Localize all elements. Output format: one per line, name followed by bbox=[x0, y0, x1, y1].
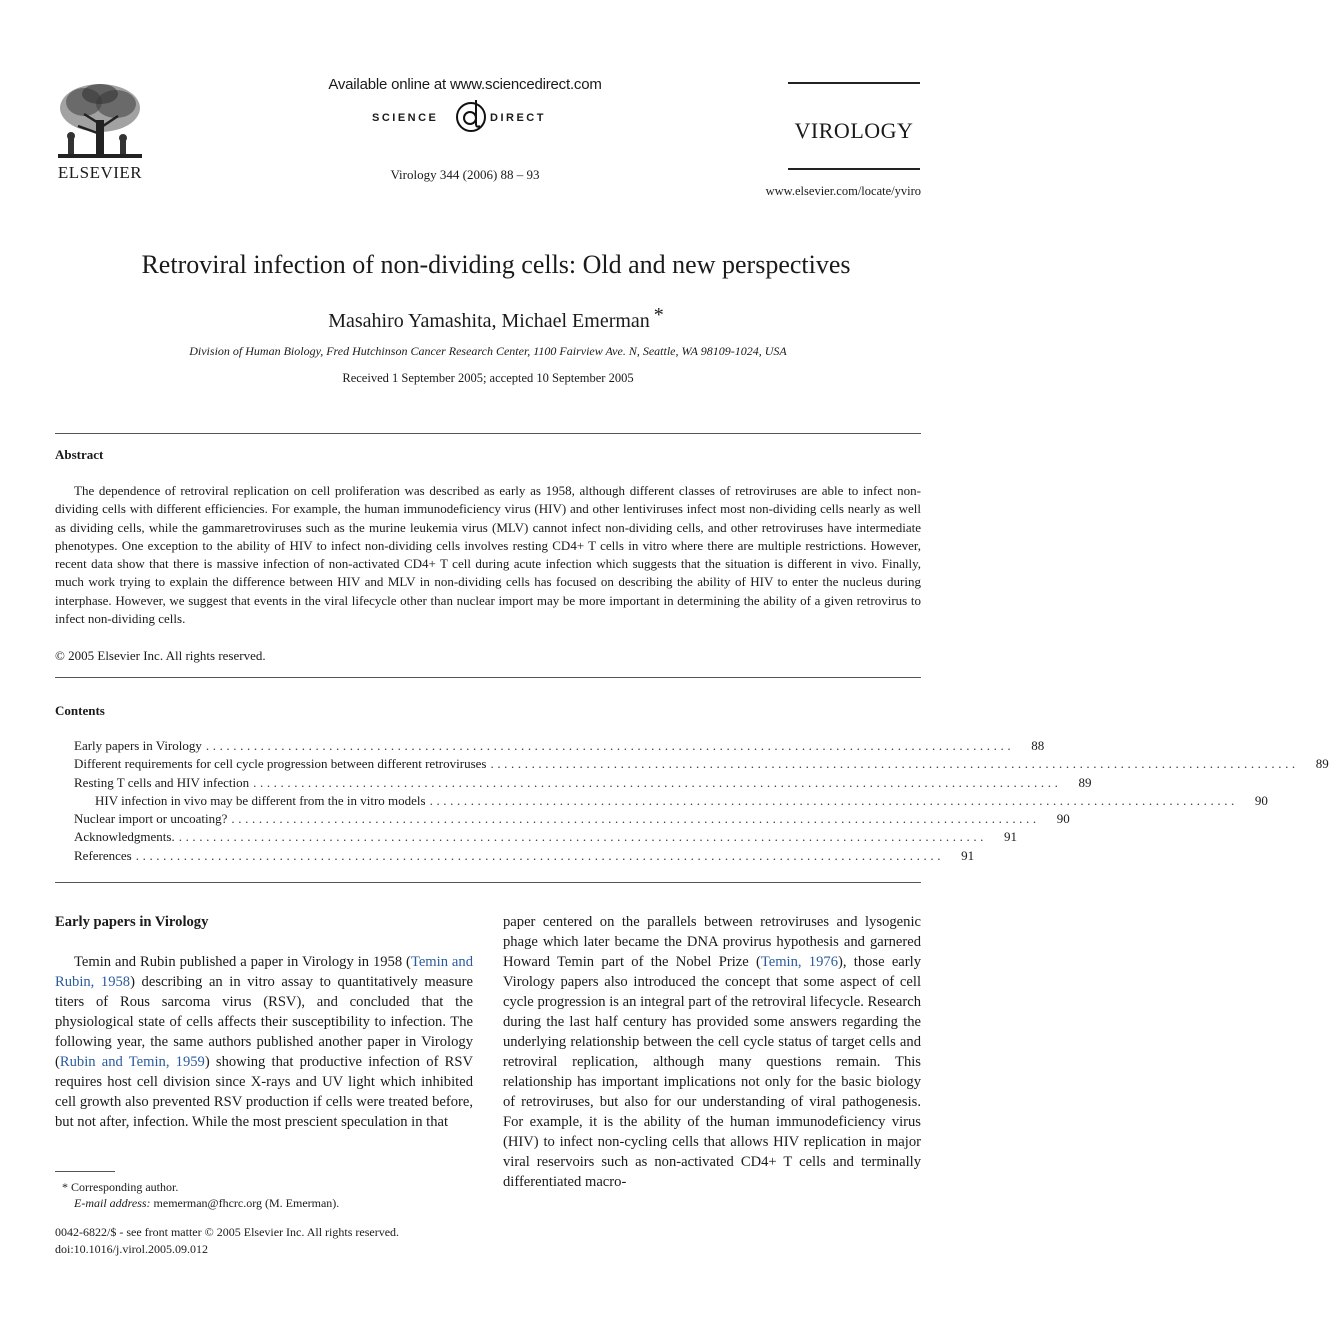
journal-citation: Virology 344 (2006) 88 – 93 bbox=[390, 167, 540, 182]
toc-entry[interactable] bbox=[74, 738, 1045, 756]
body-paragraph bbox=[503, 912, 921, 1192]
toc-page: 91 bbox=[961, 847, 975, 863]
body-column-left bbox=[55, 912, 473, 1132]
table-of-contents bbox=[74, 738, 1329, 866]
abstract-copyright: © 2005 Elsevier Inc. All rights reserved. bbox=[55, 648, 266, 663]
received-dates: Received 1 September 2005; accepted 10 September 2005 bbox=[342, 371, 634, 385]
masthead-rule-bottom bbox=[788, 168, 920, 170]
article-title: Retroviral infection of non-dividing cells: Old and new perspectives bbox=[141, 250, 851, 279]
journal-title: VIROLOGY bbox=[794, 118, 914, 143]
footnote-doi[interactable]: doi:10.1016/j.virol.2005.09.012 bbox=[55, 1242, 208, 1256]
tree-icon bbox=[54, 80, 146, 162]
sciencedirect-logo bbox=[372, 100, 562, 140]
toc-leader: ...................................................................................................................... bbox=[429, 792, 1238, 808]
citation-link[interactable]: Rubin and Temin, 1959 bbox=[59, 1054, 205, 1070]
text-run: ) showing that productive infection of RSV requires host cell division since X-rays and UV light which inhibited cell growth also prevented RSV production if cells were treated before, but not after, infection. While the most prescient speculation in that bbox=[55, 1054, 474, 1130]
sd-right-word: DIRECT bbox=[490, 112, 546, 124]
body-column-right bbox=[503, 912, 921, 1192]
toc-label: Resting T cells and HIV infection bbox=[74, 774, 250, 790]
available-online-text[interactable]: Available online at www.sciencedirect.com bbox=[328, 76, 602, 93]
journal-masthead bbox=[788, 82, 920, 170]
toc-leader: ...................................................................................................................... bbox=[490, 756, 1299, 772]
authors-text: Masahiro Yamashita, Michael Emerman bbox=[328, 310, 650, 332]
toc-page: 88 bbox=[1031, 738, 1045, 753]
citation-link[interactable]: Temin, 1976 bbox=[760, 954, 838, 970]
toc-page: 90 bbox=[1056, 811, 1070, 827]
toc-label: HIV infection in vivo may be different from the in vitro models bbox=[95, 792, 426, 808]
corresponding-mark[interactable]: * bbox=[653, 304, 664, 326]
author-list bbox=[40, 304, 952, 333]
toc-entry[interactable] bbox=[74, 829, 1018, 847]
toc-page: 89 bbox=[1315, 756, 1329, 772]
text-run: ) describing an in vitro assay to quantitatively measure titers of Rous sarcoma virus (RSV), and concluded that the physiological state of cells affects their susceptibility to infection. The following year, the same authors published another paper in Virology ( bbox=[55, 974, 473, 1070]
toc-leader: ...................................................................................................................... bbox=[178, 829, 988, 845]
abstract-text: The dependence of retroviral replication on cell proliferation was described as early as 1958, although different classes of retroviruses are able to infect non-dividing cells with different efficiencies. For example, the human immunodeficiency virus (HIV) and other lentiviruses infect most non-dividing cells nearly as well as dividing cells, while the gammaretroviruses such as the murine leukemia virus (MLV) cannot infect non-dividing cells, and other retroviruses have intermediate phenotypes. One exception to the ability of HIV to infect non-dividing cells involves resting CD4+ T cells in vitro where there are multiple restrictions. However, recent data show that there is massive infection of non-activated CD4+ T cell during acute infection which suggests that the situation is different in vivo. Finally, much work trying to explain the difference between HIV and MLV in non-dividing cells has focused on describing the ability of HIV to enter the nucleus during interphase. However, we suggest that events in the viral lifecycle other than nuclear import may be more important in determining the ability of a given retrovirus to infect non-dividing cells. bbox=[55, 483, 921, 627]
email-label: E-mail address: bbox=[74, 1196, 151, 1210]
email-address[interactable]: memerman@fhcrc.org (M. Emerman). bbox=[153, 1196, 340, 1210]
text-run: ), those early Virology papers also introduced the concept that some aspect of cell cycle progression is an integral part of the retroviral lifecycle. Research during the last half century has provided some answers regarding the underlying relationship between the cell cycle status of target cells and retroviral replication, although many questions remain. This relationship has important implications not only for the basic biology of retroviruses, but also for our understanding of viral pathogenesis. For example, it is the ability of the human immunodeficiency virus (HIV) to infect non-cycling cells that allows HIV replication in major viral reservoirs such as non-activated CD4+ T cells and terminally differentiated macro- bbox=[503, 954, 921, 1190]
toc-entry[interactable] bbox=[74, 774, 1092, 793]
toc-label: Acknowledgments. bbox=[74, 829, 175, 845]
citation-link[interactable]: Temin and Rubin, 1958 bbox=[55, 954, 473, 990]
footnote-rule bbox=[55, 1171, 115, 1172]
toc-page: 91 bbox=[1004, 829, 1018, 845]
toc-label: Early papers in Virology bbox=[74, 738, 202, 753]
toc-leader: ...................................................................................................................... bbox=[135, 847, 945, 863]
toc-entry[interactable] bbox=[74, 811, 1070, 829]
divider-abstract bbox=[55, 677, 921, 678]
footnote-issn: 0042-6822/$ - see front matter © 2005 Elsevier Inc. All rights reserved. bbox=[55, 1225, 400, 1239]
footnote-corresponding: * Corresponding author. bbox=[62, 1180, 179, 1194]
text-run: paper centered on the parallels between retroviruses and lysogenic phage which later became the DNA provirus hypothesis and garnered Howard Temin part of the Nobel Prize ( bbox=[503, 914, 921, 970]
toc-label: Different requirements for cell cycle progression between different retroviruses bbox=[74, 756, 487, 772]
toc-leader: ...................................................................................................................... bbox=[205, 738, 1015, 753]
section-heading: Early papers in Virology bbox=[55, 914, 209, 930]
affiliation: Division of Human Biology, Fred Hutchinson Cancer Research Center, 1100 Fairview Ave. N, Seattle, WA 98109-1024, USA bbox=[189, 344, 787, 358]
sd-left-word: SCIENCE bbox=[372, 112, 439, 124]
journal-url-link[interactable]: www.elsevier.com/locate/yviro bbox=[765, 184, 921, 198]
toc-leader: ...................................................................................................................... bbox=[253, 774, 1062, 790]
body-paragraph bbox=[55, 952, 473, 1132]
sd-at-icon bbox=[454, 96, 488, 141]
toc-page: 89 bbox=[1078, 774, 1092, 790]
divider-top bbox=[55, 433, 921, 434]
toc-entry[interactable] bbox=[74, 756, 1329, 774]
divider-contents bbox=[55, 882, 921, 883]
toc-page: 90 bbox=[1254, 792, 1268, 808]
footnote-email bbox=[74, 1196, 339, 1211]
publisher-name: ELSEVIER bbox=[57, 163, 143, 182]
text-run: Temin and Rubin published a paper in Virology in 1958 ( bbox=[74, 954, 411, 970]
toc-label: Nuclear import or uncoating? bbox=[74, 811, 228, 827]
toc-entry[interactable] bbox=[74, 792, 1268, 811]
toc-label: References bbox=[74, 847, 132, 863]
toc-entry[interactable] bbox=[74, 847, 975, 866]
toc-leader: ...................................................................................................................... bbox=[231, 811, 1040, 827]
abstract-heading: Abstract bbox=[55, 447, 104, 462]
contents-heading: Contents bbox=[55, 703, 105, 718]
